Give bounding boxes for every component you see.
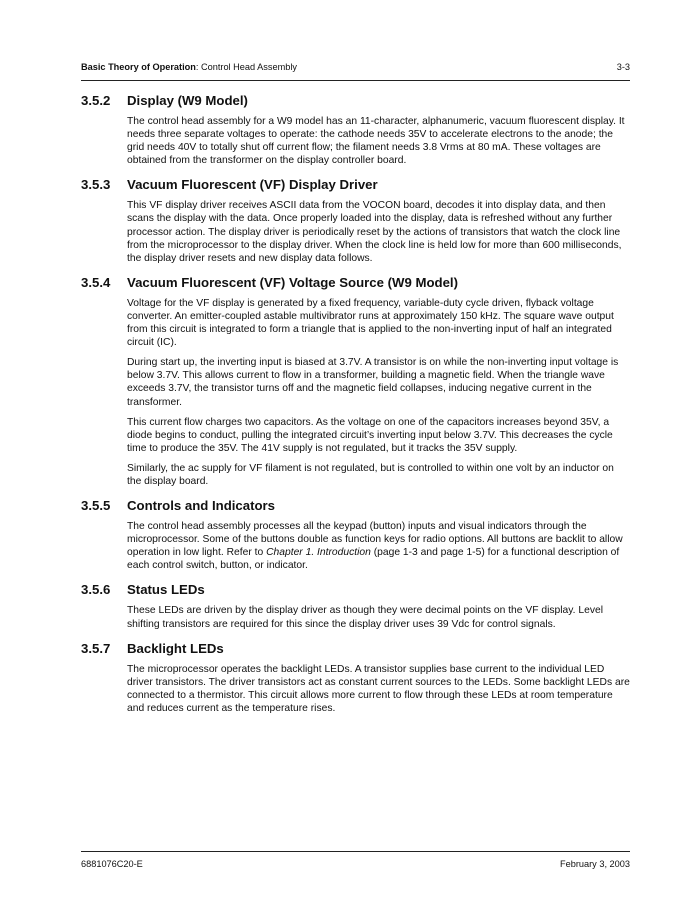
section-title: Status LEDs <box>127 582 205 598</box>
paragraph: This current flow charges two capacitors. As the voltage on one of the capacitors increases beyond 35V, a diode begins to conduct, pulling the integrated circuit’s inverting input below 3.7V. This decreases the cycle time to produce the 35V. The 41V supply is not regulated, but it tracks the 35V supply. <box>127 416 613 454</box>
section-title: Vacuum Fluorescent (VF) Voltage Source (W9 Model) <box>127 274 458 290</box>
publication-date: February 3, 2003 <box>560 859 630 869</box>
section-number: 3.5.3 <box>81 177 111 193</box>
section-heading <box>81 640 631 657</box>
section-number: 3.5.5 <box>81 498 111 514</box>
paragraph-text: (page 1-3 and page 1-5) for a functional description of each control switch, button, or indicator. <box>127 547 620 572</box>
footer-rule <box>81 851 630 852</box>
paragraph: This VF display driver receives ASCII data from the VOCON board, decodes it into display data, and then scans the display with the data. Once properly loaded into the display, data is refreshed without any further processor action. The display driver is periodically reset by the actions of transistors that watch the clock line from the microprocessor to the display driver. When the clock line is held low for more than 600 milliseconds, the display driver resets and new display data follows. <box>127 200 622 264</box>
running-title-rest: : Control Head Assembly <box>195 62 297 72</box>
section-title: Backlight LEDs <box>127 640 224 656</box>
paragraph <box>127 520 631 572</box>
section-heading <box>81 581 631 598</box>
section-title: Display (W9 Model) <box>127 93 248 108</box>
section-3-5-3 <box>81 176 631 264</box>
section-heading <box>81 274 631 291</box>
section-heading <box>81 92 631 109</box>
section-number: 3.5.2 <box>81 93 111 108</box>
document-number: 6881076C20-E <box>81 859 143 869</box>
section-heading <box>81 176 631 193</box>
page-content <box>81 92 631 722</box>
page-number: 3-3 <box>616 62 630 72</box>
paragraph: During start up, the inverting input is biased at 3.7V. A transistor is on while the non-inverting input voltage is below 3.7V. This allows current to flow in a transformer, building a magnetic field. When the triangle wave exceeds 3.7V, the transistor turns off and the magnetic field collapses, inducing negative current in the transformer. <box>127 357 619 408</box>
running-title-bold: Basic Theory of Operation <box>81 62 196 72</box>
paragraph: The microprocessor operates the backlight LEDs. A transistor supplies base current to the individual LED driver transistors. The driver transistors act as constant current sources to the LEDs. Some backlight LEDs are connected to a thermistor. This circuit allows more current to flow through these LEDs at room temperature and reduces current as the temperature rises. <box>127 663 630 714</box>
section-number: 3.5.7 <box>81 640 111 656</box>
section-3-5-7 <box>81 640 631 715</box>
section-title: Vacuum Fluorescent (VF) Display Driver <box>127 177 378 193</box>
running-title <box>81 60 297 74</box>
section-3-5-4 <box>81 274 631 488</box>
section-heading <box>81 497 631 514</box>
chapter-reference: Chapter 1. Introduction <box>266 547 371 559</box>
section-number: 3.5.6 <box>81 582 111 598</box>
paragraph: These LEDs are driven by the display driver as though they were decimal points on the VF display. Level shifting transistors are required for this since the display driver uses 39 Vdc for control signals. <box>127 605 604 630</box>
paragraph-text: The control head assembly processes all the keypad (button) inputs and visual indicators through the microprocessor. Some of the buttons double as function keys for radio options. All buttons are backlit to allow operation in low light. Refer to <box>127 521 623 559</box>
paragraph: Voltage for the VF display is generated by a fixed frequency, variable-duty cycle driven, flyback voltage converter. An emitter-coupled astable multivibrator runs at approximately 150 kHz. The square wave output from this circuit is integrated to form a triangle that is applied to the non-inverting input of half an integrated circuit (IC). <box>127 297 614 349</box>
header-rule <box>81 80 630 81</box>
section-3-5-2 <box>81 92 631 167</box>
section-3-5-6 <box>81 581 631 630</box>
page-header <box>81 60 630 74</box>
section-3-5-5 <box>81 497 631 572</box>
paragraph: Similarly, the ac supply for VF filament is not regulated, but is controlled to within one volt by an inductor on the display board. <box>127 462 614 487</box>
paragraph: The control head assembly for a W9 model has an 11-character, alphanumeric, vacuum fluorescent display. It needs three separate voltages to operate: the cathode needs 35V to accelerate electrons to the anode; the grid needs 40V to totally shut off current flow; the filament needs 3.8 Vrms at 80 mA. These voltages are obtained from the transformer on the display controller board. <box>127 116 625 167</box>
section-number: 3.5.4 <box>81 274 111 290</box>
section-title: Controls and Indicators <box>127 498 276 514</box>
